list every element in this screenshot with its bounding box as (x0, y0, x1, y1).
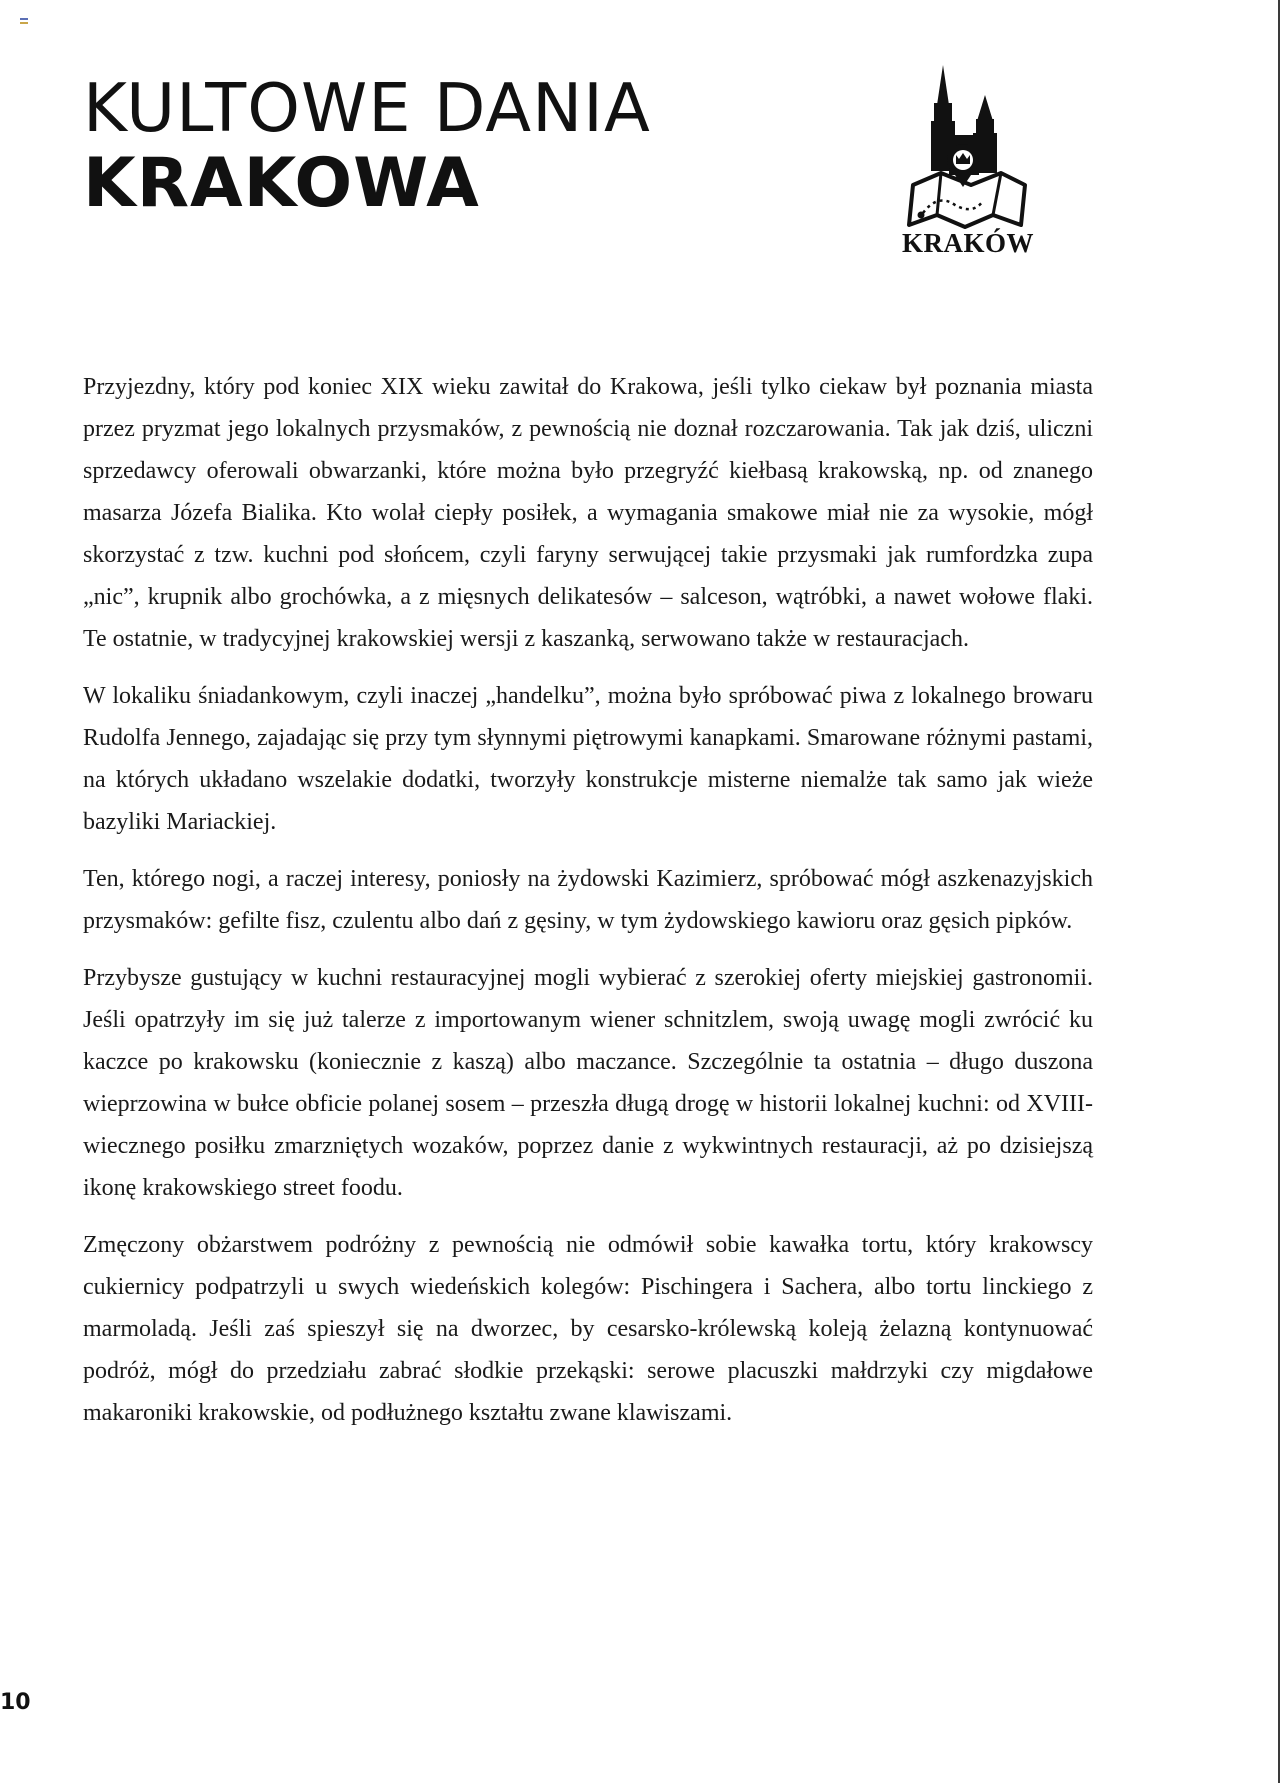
paragraph: Przyjezdny, który pod koniec XIX wieku zawitał do Krakowa, jeśli tylko ciekaw był poznania miasta przez pryzmat jego lokalnych przysmaków, z pewnością nie doznał rozczarowania. Tak jak dziś, uliczni sprzedawcy oferowali obwarzanki, które można było przegryźć kiełbasą krakowską, np. od znanego masarza Józefa Bialika. Kto wolał ciepły posiłek, a wymagania smakowe miał nie za wysokie, mógł skorzystać z tzw. kuchni pod słońcem, czyli faryny serwującej takie przysmaki jak rumfordzka zupa „nic”, krupnik albo grochówka, a z mięsnych delikatesów – salceson, wątróbki, a nawet wołowe flaki. Te ostatnie, w tradycyjnej krakowskiej wersji z kaszanką, serwowano także w restauracjach. (83, 374, 1093, 652)
article-body (83, 366, 1093, 1449)
krakow-logo (893, 65, 1043, 265)
corner-mark-stripe-bottom (20, 22, 28, 24)
paragraph: Zmęczony obżarstwem podróżny z pewnością nie odmówił sobie kawałka tortu, który krakowscy cukiernicy podpatrzyli u swych wiedeńskich kolegów: Pischingera i Sachera, albo tortu linckiego z marmoladą. Jeśli zaś spieszył się na dworzec, by cesarsko-królewską koleją żelazną kontynuować podróż, mógł do przedziału zabrać słodkie przekąski: serowe placuszki małdrzyki czy migdałowe makaroniki krakowskie, od podłużnego kształtu zwane klawiszami. (83, 1232, 1093, 1426)
page-number: 10 (0, 1690, 31, 1715)
logo-label: KRAKÓW (901, 228, 1034, 258)
corner-mark-stripe-top (20, 18, 28, 20)
page-title (83, 69, 651, 223)
page-title-line1: KULTOWE DANIA (83, 69, 651, 147)
page-title-line2: KRAKOWA (83, 144, 480, 223)
paragraph: Przybysze gustujący w kuchni restauracyjnej mogli wybierać z szerokiej oferty miejskiej gastronomii. Jeśli opatrzyły im się już talerze z importowanym wiener schnitzlem, swoją uwagę mogli zwrócić ku kaczce po krakowsku (koniecznie z kaszą) albo maczance. Szczególnie ta ostatnia – długo duszona wieprzowina w bułce obficie polanej sosem – przeszła długą drogę w historii lokalnej kuchni: od XVIII-wiecznego posiłku zmarzniętych wozaków, poprzez danie z wykwintnych restauracji, aż po dzisiejszą ikonę krakowskiego street foodu. (83, 965, 1093, 1201)
paragraph: Ten, którego nogi, a raczej interesy, poniosły na żydowski Kazimierz, spróbować mógł aszkenazyjskich przysmaków: gefilte fisz, czulentu albo dań z gęsiny, w tym żydowskiego kawioru oraz gęsich pipków. (83, 866, 1093, 934)
church-map-pin-icon (893, 65, 1043, 230)
corner-mark (20, 18, 28, 26)
paragraph: W lokaliku śniadankowym, czyli inaczej „handelku”, można było spróbować piwa z lokalnego browaru Rudolfa Jennego, zajadając się przy tym słynnymi piętrowymi kanapkami. Smarowane różnymi pastami, na których układano wszelakie dodatki, tworzyły konstrukcje misterne niemalże tak samo jak wieże bazyliki Mariackiej. (83, 683, 1093, 835)
